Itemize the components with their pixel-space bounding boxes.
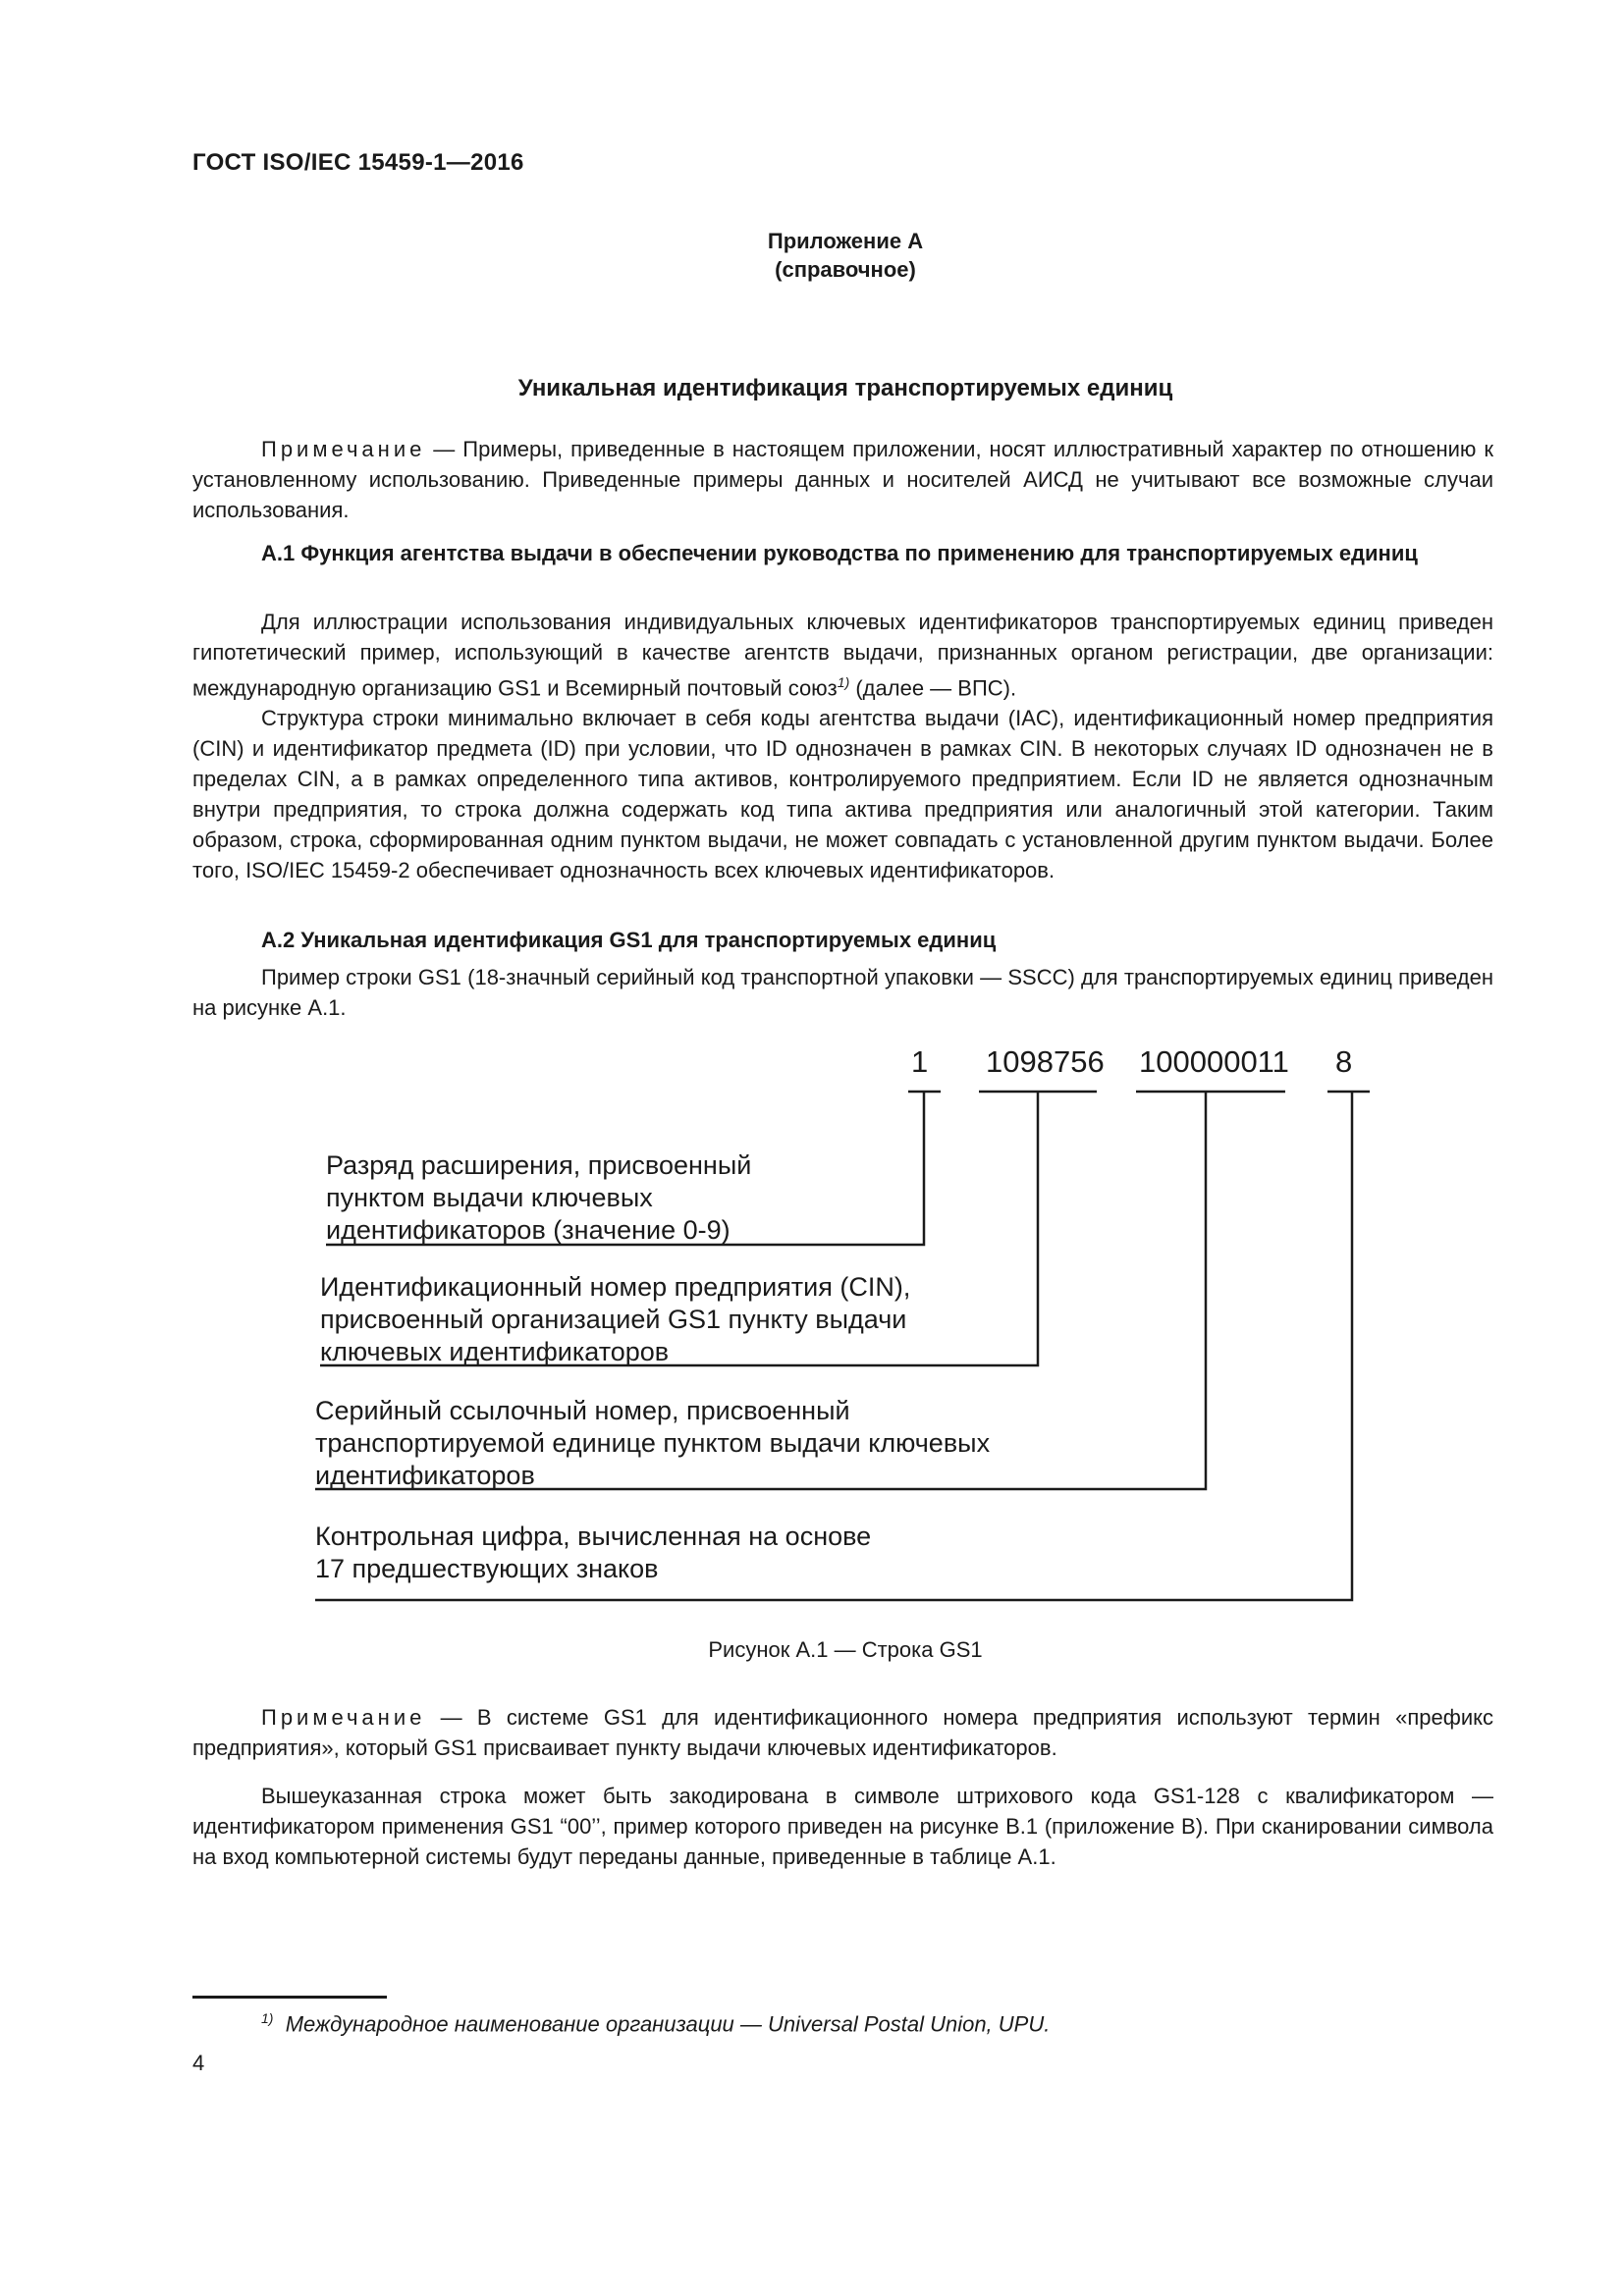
section-a1-heading: А.1 Функция агентства выдачи в обеспечении руководства по применению для транспортируемых единиц (261, 541, 1418, 565)
figure-label-cin: Идентификационный номер предприятия (CIN), присвоенный организацией GS1 пункту выдачи ключевых идентификаторов (320, 1272, 911, 1366)
note-1 (192, 434, 1493, 525)
footnote-divider (192, 1996, 387, 1999)
section-a1-p1: Для иллюстрации использования индивидуальных ключевых идентификаторов транспортируемых единиц приведен гипотетический пример, использующий в качестве агентств выдачи, признанных органом регистрации, две организации: международную организацию GS1 и Всемирный почтовый союз$^{1)}$ (далее — ВПС). (192, 610, 1493, 701)
bracket-check-line (315, 1092, 1352, 1600)
bracket-serial-line (315, 1092, 1206, 1489)
bracket-extension-line (326, 1092, 924, 1245)
footnote-text: Международное наименование организации — Universal Postal Union, UPU. (285, 2011, 1051, 2037)
figure-part-serial: 100000011 (1139, 1044, 1289, 1079)
annex-status: (справочное) (775, 257, 916, 282)
note-1-label: Примечание (261, 437, 426, 461)
figure-label-serial: Серийный ссылочный номер, присвоенный транспортируемой единице пунктом выдачи ключевых идентификаторов (315, 1396, 991, 1490)
figure-part-extension: 1 (911, 1044, 929, 1079)
section-a1-p2: Структура строки минимально включает в себя коды агентства выдачи (IAC), идентификационный номер предприятия (CIN) и идентификатор предмета (ID) при условии, что ID однозначен в рамках CIN. В некоторых случаях ID однозначен не в пределах CIN, а в рамках определенного типа активов, контролируемого предприятием. Если ID не является однозначным внутри предприятия, то строка должна содержать код типа актива предприятия или аналогичный этой категории. Таким образом, строка, сформированная одним пунктом выдачи, не может совпадать с установленной другим пунктом выдачи. Более того, ISO/IEC 15459-2 обеспечивает однозначность всех ключевых идентификаторов. (192, 706, 1493, 883)
figure-label-extension: Разряд расширения, присвоенный пунктом выдачи ключевых идентификаторов (значение 0-9) (326, 1150, 752, 1245)
section-a1-body (192, 607, 1493, 885)
note-1-text: — Примеры, приведенные в настоящем приложении, носят иллюстративный характер по отношению к установленному использованию. Приведенные примеры данных и носителей АИСД не учитывают все возможные случаи использования. (192, 437, 1493, 522)
bracket-cin-line (320, 1092, 1038, 1365)
footnote (261, 2010, 1050, 2037)
figure-caption: Рисунок А.1 — Строка GS1 (708, 1637, 983, 1662)
figure-part-cin: 1098756 (986, 1044, 1105, 1079)
annex-title: Приложение А (767, 229, 924, 253)
figure-label-check-digit: Контрольная цифра, вычисленная на основе 17 предшествующих знаков (315, 1522, 872, 1583)
figure-part-check-digit: 8 (1335, 1044, 1353, 1079)
section-a2-p1: Пример строки GS1 (18-значный серийный код транспортной упаковки — SSCC) для транспортируемых единиц приведен на рисунке А.1. (192, 965, 1493, 1020)
note-2 (192, 1702, 1493, 1763)
note-2-text: — В системе GS1 для идентификационного номера предприятия используют термин «префикс предприятия», который GS1 присваивает пункту выдачи ключевых идентификаторов. (192, 1705, 1493, 1760)
annex-heading: Уникальная идентификация транспортируемых единиц (517, 375, 1173, 401)
section-a2-body (192, 962, 1493, 1023)
document-header: ГОСТ ISO/IEC 15459-1—2016 (192, 149, 524, 176)
section-a2-heading: А.2 Уникальная идентификация GS1 для транспортируемых единиц (261, 928, 997, 952)
page-number: 4 (192, 2051, 205, 2075)
footnote-mark: 1) (261, 2010, 274, 2026)
closing-paragraph: Вышеуказанная строка может быть закодирована в символе штрихового кода GS1-128 с квалификатором — идентификатором применения GS1 “00’’, пример которого приведен на рисунке В.1 (приложение В). При сканировании символа на вход компьютерной системы будут переданы данные, приведенные в таблице А.1. (192, 1784, 1493, 1869)
note-2-label: Примечание (261, 1705, 426, 1730)
